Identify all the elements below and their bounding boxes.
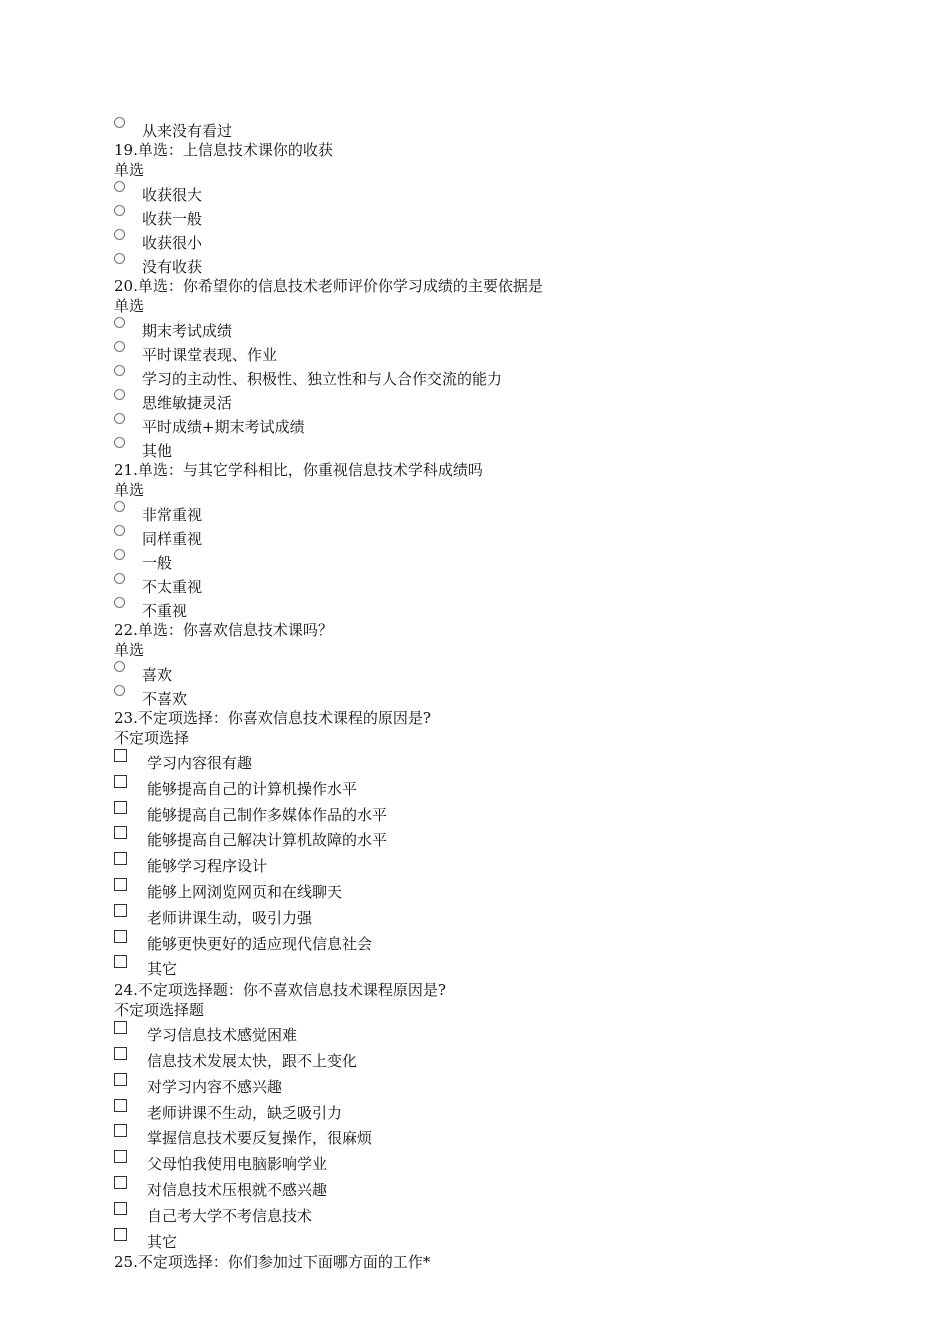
- checkbox[interactable]: [114, 1150, 127, 1163]
- checkbox-option[interactable]: [114, 929, 914, 955]
- checkbox[interactable]: [114, 1073, 127, 1086]
- checkbox-option[interactable]: [114, 903, 914, 929]
- checkbox[interactable]: [114, 955, 127, 968]
- radio-option[interactable]: [114, 388, 914, 412]
- radio-option[interactable]: [114, 524, 914, 548]
- option-label: 老师讲课不生动，缺乏吸引力: [147, 1103, 343, 1122]
- radio-button[interactable]: [114, 437, 125, 448]
- option-label: 学习内容很有趣: [147, 754, 253, 772]
- option-label: 从来没有看过: [142, 122, 233, 140]
- radio-option[interactable]: [114, 252, 914, 276]
- checkbox[interactable]: [114, 878, 127, 891]
- checkbox[interactable]: [114, 930, 127, 943]
- radio-option[interactable]: [114, 364, 914, 388]
- checkbox[interactable]: [114, 801, 127, 814]
- question-title: 22.单选：你喜欢信息技术课吗？: [114, 621, 333, 639]
- option-label: 信息技术发展太快，跟不上变化: [147, 1051, 358, 1070]
- option-label: 对信息技术压根就不感兴趣: [147, 1180, 328, 1199]
- radio-button[interactable]: [114, 389, 125, 400]
- checkbox[interactable]: [114, 1228, 127, 1241]
- checkbox-option[interactable]: [114, 851, 914, 877]
- radio-option[interactable]: [114, 412, 914, 436]
- option-label: 老师讲课生动，吸引力强: [147, 908, 313, 927]
- option-label: 没有收获: [142, 258, 203, 276]
- radio-option[interactable]: [114, 116, 914, 140]
- radio-button[interactable]: [114, 597, 125, 608]
- option-label: 非常重视: [142, 506, 203, 524]
- radio-button[interactable]: [114, 685, 125, 696]
- question-type-label: 不定项选择题: [114, 1001, 205, 1020]
- radio-option[interactable]: [114, 596, 914, 620]
- option-label: 掌握信息技术要反复操作，很麻烦: [147, 1129, 373, 1148]
- option-label: 能够上网浏览网页和在线聊天: [147, 882, 343, 901]
- checkbox-option[interactable]: [114, 1046, 914, 1072]
- radio-button[interactable]: [114, 549, 125, 560]
- checkbox-option[interactable]: [114, 954, 914, 980]
- checkbox-option[interactable]: [114, 1149, 914, 1175]
- option-label: 学习的主动性、积极性、独立性和与人合作交流的能力: [142, 370, 503, 388]
- question-type-label: 单选: [114, 641, 145, 659]
- question-title: 23.不定项选择：你喜欢信息技术课程的原因是?: [114, 709, 431, 727]
- checkbox-option[interactable]: [114, 1175, 914, 1201]
- checkbox-option[interactable]: [114, 877, 914, 903]
- option-label: 一般: [142, 554, 173, 572]
- radio-button[interactable]: [114, 205, 125, 216]
- radio-button[interactable]: [114, 181, 125, 192]
- radio-option[interactable]: [114, 572, 914, 596]
- option-label: 能够学习程序设计: [147, 857, 268, 876]
- checkbox-option[interactable]: [114, 1072, 914, 1098]
- option-label: 思维敏捷灵活: [142, 394, 233, 412]
- checkbox[interactable]: [114, 852, 127, 865]
- radio-button[interactable]: [114, 229, 125, 240]
- option-label: 平时课堂表现、作业: [142, 346, 278, 364]
- radio-button[interactable]: [114, 573, 125, 584]
- question-type-label: 单选: [114, 161, 145, 179]
- checkbox[interactable]: [114, 1176, 127, 1189]
- checkbox-option[interactable]: [114, 800, 914, 826]
- radio-button[interactable]: [114, 317, 125, 328]
- option-label: 能够提高自己的计算机操作水平: [147, 779, 358, 798]
- option-label: 期末考试成绩: [142, 322, 233, 340]
- option-label: 对学习内容不感兴趣: [147, 1077, 283, 1096]
- question-type-label: 单选: [114, 297, 145, 315]
- checkbox-option[interactable]: [114, 1123, 914, 1149]
- radio-button[interactable]: [114, 413, 125, 424]
- checkbox-option[interactable]: [114, 1098, 914, 1124]
- checkbox-option[interactable]: [114, 1020, 914, 1046]
- checkbox-option[interactable]: [114, 825, 914, 851]
- question-title: 25.不定项选择：你们参加过下面哪方面的工作*: [114, 1253, 431, 1272]
- radio-option[interactable]: [114, 204, 914, 228]
- option-label: 不太重视: [142, 578, 203, 596]
- question-type-label: 单选: [114, 481, 145, 499]
- radio-option[interactable]: [114, 500, 914, 524]
- checkbox-option[interactable]: [114, 1227, 914, 1253]
- radio-button[interactable]: [114, 525, 125, 536]
- option-label: 同样重视: [142, 530, 203, 548]
- option-label: 能够提高自己解决计算机故障的水平: [147, 831, 388, 850]
- option-label: 收获一般: [142, 210, 203, 228]
- radio-button[interactable]: [114, 253, 125, 264]
- radio-option[interactable]: [114, 436, 914, 460]
- radio-option[interactable]: [114, 660, 914, 684]
- question-title: 20.单选：你希望你的信息技术老师评价你学习成绩的主要依据是: [114, 277, 543, 295]
- question-title: 21.单选：与其它学科相比，你重视信息技术学科成绩吗: [114, 461, 483, 479]
- checkbox-option[interactable]: [114, 774, 914, 800]
- option-label: 学习信息技术感觉困难: [147, 1026, 298, 1045]
- option-label: 其它: [147, 1232, 178, 1251]
- checkbox[interactable]: [114, 775, 127, 788]
- radio-button[interactable]: [114, 117, 125, 128]
- checkbox[interactable]: [114, 749, 127, 762]
- checkbox[interactable]: [114, 904, 127, 917]
- radio-option[interactable]: [114, 684, 914, 708]
- checkbox[interactable]: [114, 1047, 127, 1060]
- option-label: 其它: [147, 960, 178, 979]
- option-label: 不重视: [142, 602, 188, 620]
- radio-button[interactable]: [114, 501, 125, 512]
- radio-option[interactable]: [114, 548, 914, 572]
- checkbox-option[interactable]: [114, 1201, 914, 1227]
- survey-document: [114, 116, 914, 1272]
- option-label: 其他: [142, 442, 173, 460]
- radio-option[interactable]: [114, 180, 914, 204]
- option-label: 能够更快更好的适应现代信息社会: [147, 934, 373, 953]
- checkbox[interactable]: [114, 826, 127, 839]
- question-type-label: 不定项选择: [114, 729, 190, 747]
- radio-option[interactable]: [114, 228, 914, 252]
- checkbox[interactable]: [114, 1202, 127, 1215]
- radio-button[interactable]: [114, 365, 125, 376]
- radio-button[interactable]: [114, 661, 125, 672]
- question-title: 19.单选：上信息技术课你的收获: [114, 141, 333, 159]
- checkbox[interactable]: [114, 1124, 127, 1137]
- question-title: 24.不定项选择题：你不喜欢信息技术课程原因是?: [114, 981, 446, 1000]
- option-label: 喜欢: [142, 666, 173, 684]
- checkbox[interactable]: [114, 1021, 127, 1034]
- option-label: 自己考大学不考信息技术: [147, 1206, 313, 1225]
- option-label: 父母怕我使用电脑影响学业: [147, 1155, 328, 1174]
- checkbox-option[interactable]: [114, 748, 914, 774]
- option-label: 能够提高自己制作多媒体作品的水平: [147, 805, 388, 824]
- checkbox[interactable]: [114, 1099, 127, 1112]
- radio-button[interactable]: [114, 341, 125, 352]
- radio-option[interactable]: [114, 316, 914, 340]
- option-label: 收获很大: [142, 186, 203, 204]
- option-label: 平时成绩+期末考试成绩: [142, 418, 305, 436]
- radio-option[interactable]: [114, 340, 914, 364]
- option-label: 不喜欢: [142, 690, 188, 708]
- option-label: 收获很小: [142, 234, 203, 252]
